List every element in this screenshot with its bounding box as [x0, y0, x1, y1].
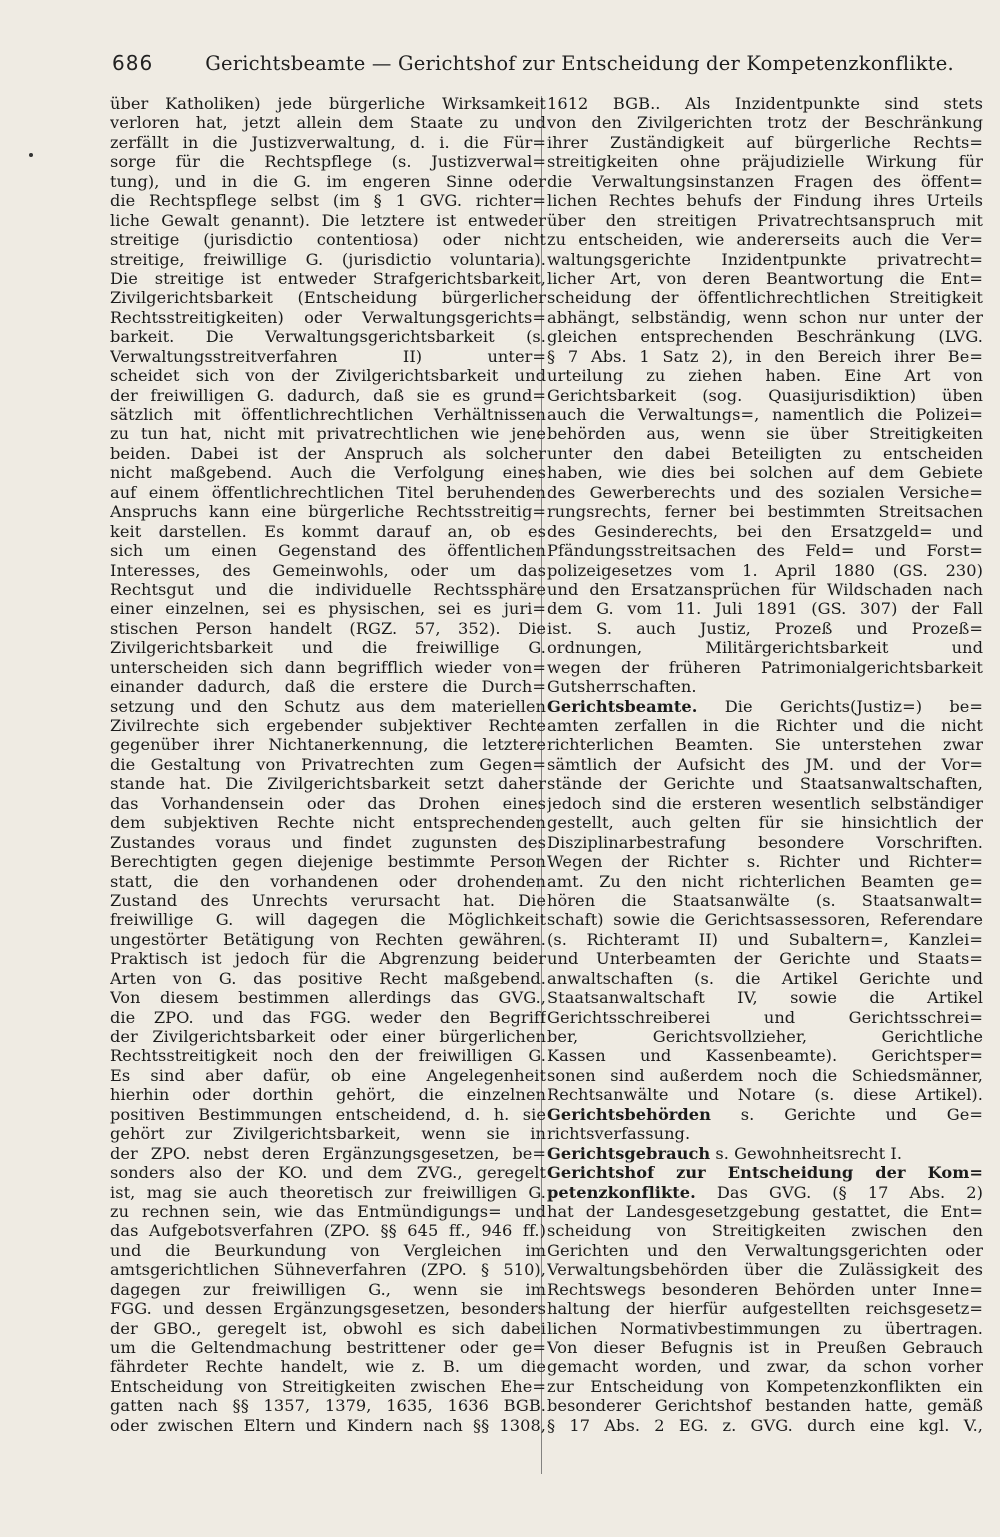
entry-headword: Gerichtshof zur Entscheidung der Kom=: [547, 1163, 983, 1183]
text-line: einander dadurch, daß die erstere die Durch=: [110, 677, 546, 697]
text-line: Rechtsgut und die individuelle Rechtssphäre: [110, 579, 546, 599]
text-line: zerfällt in die Justizverwaltung, d. i. die Für=: [110, 132, 546, 152]
text-line: sonen sind außerdem noch die Schiedsmänner,: [547, 1065, 983, 1085]
text-line: dagegen zur freiwilligen G., wenn sie im: [110, 1279, 546, 1299]
text-line: der ZPO. nebst deren Ergänzungsgesetzen, be=: [110, 1143, 546, 1163]
text-line: Praktisch ist jedoch für die Abgrenzung beider: [110, 949, 546, 969]
text-line: sich um einen Gegenstand des öffentlichen: [110, 541, 546, 561]
text-line: oder zwischen Eltern und Kindern nach §§ 1308,: [110, 1415, 546, 1435]
text-line: Gutsherrschaften.: [547, 677, 697, 697]
text-line: hat der Landesgesetzgebung gestattet, die Ent=: [547, 1201, 983, 1221]
text-line: einer einzelnen, sei es physischen, sei es juri=: [110, 599, 546, 619]
text-line: Kassen und Kassenbeamte). Gerichtsper=: [547, 1046, 983, 1066]
text-line: keit darstellen. Es kommt darauf an, ob es: [110, 521, 546, 541]
text-line: dem subjektiven Rechte nicht entsprechenden: [110, 813, 546, 833]
text-line: zu entscheiden, wie andererseits auch die Ver=: [547, 230, 983, 250]
text-line: scheidung von Streitigkeiten zwischen den: [547, 1221, 983, 1241]
text-line: (s. Richteramt II) und Subaltern=, Kanzlei=: [547, 929, 983, 949]
text-line: Gerichtsschreiberei und Gerichtsschrei=: [547, 1007, 983, 1027]
right-column: [547, 94, 983, 1435]
text-line: auch die Verwaltungs=, namentlich die Polizei=: [547, 405, 983, 424]
text-line: polizeigesetzes vom 1. April 1880 (GS. 230): [547, 560, 983, 580]
text-line: hören die Staatsanwälte (s. Staatsanwalt=: [547, 890, 983, 910]
text-line: ist, mag sie auch theoretisch zur freiwilligen G.: [110, 1182, 546, 1202]
text-line: licher Art, von deren Beantwortung die Ent=: [547, 268, 983, 288]
entry-headword: petenzkonflikte.: [547, 1182, 696, 1202]
text-line: positiven Bestimmungen entscheidend, d. h. sie: [110, 1104, 546, 1124]
text-line: anwaltschaften (s. die Artikel Gerichte und: [547, 968, 983, 988]
text-line: Verwaltungsstreitverfahren II) unter=: [110, 346, 546, 366]
entry-headword: Gerichtsbeamte.: [547, 696, 698, 716]
text-line: jedoch sind die ersteren wesentlich selbständiger: [547, 793, 983, 813]
text-line: Rechtsanwälte und Notare (s. diese Artikel).: [547, 1085, 983, 1105]
text-line: Gerichtsbeamte. Die Gerichts(Justiz=) be=: [547, 696, 983, 716]
text-line: der GBO., geregelt ist, obwohl es sich dabei: [110, 1318, 546, 1338]
text-line: auf einem öffentlichrechtlichen Titel beruhenden: [110, 482, 546, 502]
text-line: [547, 1163, 983, 1182]
text-line: § 7 Abs. 1 Satz 2), in den Bereich ihrer Be=: [547, 346, 983, 366]
text-line: von den Zivilgerichten trotz der Beschränkung: [547, 113, 983, 133]
text-line: des Gewerberechts und des sozialen Versiche=: [547, 482, 983, 502]
text-line: sämtlich der Aufsicht des JM. und der Vor=: [547, 754, 983, 774]
text-line: zu rechnen sein, wie das Entmündigungs= und: [110, 1201, 546, 1221]
page-number: 686: [112, 51, 154, 75]
text-line: hierhin oder dorthin gehört, die einzelnen: [110, 1085, 546, 1105]
text-line: des Gesinderechts, bei den Ersatzgeld= und: [547, 521, 983, 541]
text-line: Die streitige ist entweder Strafgerichtsbarkeit,: [110, 268, 546, 288]
text-line: abhängt, selbständig, wenn schon nur unter der: [547, 307, 983, 327]
text-line: 1612 BGB.. Als Inzidentpunkte sind stets: [547, 94, 983, 113]
text-line: Gerichtsgebrauch s. Gewohnheitsrecht I.: [547, 1143, 903, 1163]
text-line: richterlichen Beamten. Sie unterstehen zwar: [547, 735, 983, 755]
text-line: ihrer Zuständigkeit auf bürgerliche Rechts=: [547, 132, 983, 152]
text-line: Von dieser Befugnis ist in Preußen Gebrauch: [547, 1338, 983, 1357]
text-line: Es sind aber dafür, ob eine Angelegenheit: [110, 1065, 546, 1085]
text-line: schaft) sowie die Gerichtsassessoren, Referendare: [547, 910, 983, 930]
text-line: streitigkeiten ohne präjudizielle Wirkung für: [547, 152, 983, 172]
text-line: Rechtswegs besonderen Behörden unter Inne=: [547, 1279, 983, 1299]
text-line: ordnungen, Militärgerichtsbarkeit und: [547, 638, 983, 658]
left-column: [110, 94, 546, 1435]
text-line: setzung und den Schutz aus dem materiellen: [110, 696, 546, 716]
text-line: tung), und in die G. im engeren Sinne oder: [110, 171, 546, 191]
text-line: haben, wie dies bei solchen auf dem Gebiete: [547, 463, 983, 483]
text-line: statt, die den vorhandenen oder drohenden: [110, 871, 546, 891]
text-line: § 17 Abs. 2 EG. z. GVG. durch eine kgl. V.,: [547, 1415, 983, 1435]
text-line: Gerichtsbarkeit (sog. Quasijurisdiktion) üben: [547, 385, 983, 405]
ink-speck: [29, 153, 33, 157]
text-line: Anspruchs kann eine bürgerliche Rechtsstreitig=: [110, 502, 546, 522]
text-line: und den Ersatzansprüchen für Wildschaden nach: [547, 579, 983, 599]
text-line: lichen Normativbestimmungen zu übertragen.: [547, 1318, 983, 1338]
text-line: gemacht worden, und zwar, da schon vorher: [547, 1357, 983, 1377]
text-line: und die Beurkundung von Vergleichen im: [110, 1240, 546, 1260]
text-line: Gerichtsbehörden s. Gerichte und Ge=: [547, 1104, 983, 1124]
text-line: stande hat. Die Zivilgerichtsbarkeit setzt daher: [110, 774, 546, 794]
text-line: scheidung der öffentlichrechtlichen Streitigkeit: [547, 288, 983, 308]
text-line: das Aufgebotsverfahren (ZPO. §§ 645 ff., 946 ff.): [110, 1221, 546, 1241]
text-line: gegenüber ihrer Nichtanerkennung, die letztere: [110, 735, 546, 755]
text-line: die Verwaltungsinstanzen Fragen des öffent=: [547, 171, 983, 191]
text-line: Pfändungsstreitsachen des Feld= und Forst=: [547, 541, 983, 561]
text-line: streitige (jurisdictio contentiosa) oder nicht: [110, 230, 546, 250]
text-line: Zivilrechte sich ergebender subjektiver Rechte: [110, 716, 546, 735]
text-line: Staatsanwaltschaft IV, sowie die Artikel: [547, 988, 983, 1008]
text-line: sonders also der KO. und dem ZVG., geregelt: [110, 1163, 546, 1183]
text-line: fährdeter Rechte handelt, wie z. B. um die: [110, 1357, 546, 1377]
text-line: behörden aus, wenn sie über Streitigkeiten: [547, 424, 983, 444]
text-line: Rechtsstreitigkeiten) oder Verwaltungsgerichts=: [110, 307, 546, 327]
text-line: die Gestaltung von Privatrechten zum Gegen=: [110, 754, 546, 774]
text-line: Von diesem bestimmen allerdings das GVG.,: [110, 988, 546, 1008]
text-line: gestellt, auch gelten für sie hinsichtlich der: [547, 813, 983, 833]
text-line: richtsverfassung.: [547, 1124, 691, 1144]
text-line: zur Entscheidung von Kompetenzkonflikten ein: [547, 1376, 983, 1396]
text-line: Disziplinarbestrafung besondere Vorschriften.: [547, 832, 983, 852]
text-line: zu tun hat, nicht mit privatrechtlichen wie jene: [110, 424, 546, 444]
text-line: FGG. und dessen Ergänzungsgesetzen, besonders: [110, 1299, 546, 1319]
text-line: Rechtsstreitigkeit noch den der freiwilligen G.: [110, 1046, 546, 1066]
entry-headword: Gerichtsgebrauch: [547, 1143, 711, 1163]
text-line: Arten von G. das positive Recht maßgebend.: [110, 968, 546, 988]
text-line: ber, Gerichtsvollzieher, Gerichtliche: [547, 1027, 983, 1046]
text-line: die ZPO. und das FGG. weder den Begriff: [110, 1007, 546, 1027]
text-line: haltung der hierfür aufgestellten reichsgesetz=: [547, 1299, 983, 1319]
text-line: um die Geltendmachung bestrittener oder ge=: [110, 1338, 546, 1357]
page-header: [112, 48, 972, 78]
text-line: gehört zur Zivilgerichtsbarkeit, wenn sie in: [110, 1124, 546, 1144]
entry-headword: Gerichtsbehörden: [547, 1104, 711, 1124]
text-line: wegen der früheren Patrimonialgerichtsbarkeit: [547, 657, 983, 677]
text-line: Wegen der Richter s. Richter und Richter=: [547, 852, 983, 872]
text-line: Interesses, des Gemeinwohls, oder um das: [110, 560, 546, 580]
text-line: rungsrechts, ferner bei bestimmten Streitsachen: [547, 502, 983, 522]
text-line: barkeit. Die Verwaltungsgerichtsbarkeit (s.: [110, 327, 546, 347]
text-line: gleichen entsprechenden Beschränkung (LVG.: [547, 327, 983, 347]
text-line: lichen Rechtes behufs der Findung ihres Urteils: [547, 191, 983, 211]
text-line: dem G. vom 11. Juli 1891 (GS. 307) der Fall: [547, 599, 983, 619]
text-line: Verwaltungsbehörden über die Zulässigkeit des: [547, 1260, 983, 1280]
text-line: gatten nach §§ 1357, 1379, 1635, 1636 BGB.: [110, 1396, 546, 1416]
text-line: über Katholiken) jede bürgerliche Wirksamkeit: [110, 94, 546, 113]
text-line: Entscheidung von Streitigkeiten zwischen Ehe=: [110, 1376, 546, 1396]
text-line: die Rechtspflege selbst (im § 1 GVG. richter=: [110, 191, 546, 211]
text-line: unter den dabei Beteiligten zu entscheiden: [547, 443, 983, 463]
text-line: streitige, freiwillige G. (jurisdictio voluntaria).: [110, 249, 546, 269]
text-line: stände der Gerichte und Staatsanwaltschaften,: [547, 774, 983, 794]
text-line: freiwillige G. will dagegen die Möglichkeit: [110, 910, 546, 930]
text-line: sorge für die Rechtspflege (s. Justizverwal=: [110, 152, 546, 172]
text-line: Zivilgerichtsbarkeit und die freiwillige G.: [110, 638, 546, 658]
text-line: der freiwilligen G. dadurch, daß sie es grund=: [110, 385, 546, 405]
text-line: sätzlich mit öffentlichrechtlichen Verhältnissen: [110, 405, 546, 424]
text-line: besonderer Gerichtshof bestanden hatte, gemäß: [547, 1396, 983, 1416]
text-line: stischen Person handelt (RGZ. 57, 352). Die: [110, 618, 546, 638]
text-line: und Unterbeamten der Gerichte und Staats=: [547, 949, 983, 969]
text-line: petenzkonflikte. Das GVG. (§ 17 Abs. 2): [547, 1182, 983, 1202]
running-title: Gerichtsbeamte — Gerichtshof zur Entscheidung der Kompetenzkonflikte.: [205, 51, 954, 75]
text-line: Berechtigten gegen diejenige bestimmte Person: [110, 852, 546, 872]
text-line: nicht maßgebend. Auch die Verfolgung eines: [110, 463, 546, 483]
text-line: liche Gewalt genannt). Die letztere ist entweder: [110, 210, 546, 230]
text-line: Gerichten und den Verwaltungsgerichten oder: [547, 1240, 983, 1260]
text-line: amt. Zu den nicht richterlichen Beamten ge=: [547, 871, 983, 891]
text-line: urteilung zu ziehen haben. Eine Art von: [547, 366, 983, 386]
text-line: ist. S. auch Justiz, Prozeß und Prozeß=: [547, 618, 983, 638]
text-line: unterscheiden sich dann begrifflich wieder von=: [110, 657, 546, 677]
text-line: beiden. Dabei ist der Anspruch als solcher: [110, 443, 546, 463]
text-line: scheidet sich von der Zivilgerichtsbarkeit und: [110, 366, 546, 386]
text-line: über den streitigen Privatrechtsanspruch mit: [547, 210, 983, 230]
text-line: das Vorhandensein oder das Drohen eines: [110, 793, 546, 813]
text-line: der Zivilgerichtsbarkeit oder einer bürgerlichen: [110, 1027, 546, 1046]
text-line: waltungsgerichte Inzidentpunkte privatrecht=: [547, 249, 983, 269]
text-line: verloren hat, jetzt allein dem Staate zu und: [110, 113, 546, 133]
text-line: Zustandes voraus und findet zugunsten des: [110, 832, 546, 852]
text-line: amtsgerichtlichen Sühneverfahren (ZPO. § 510),: [110, 1260, 546, 1280]
text-line: amten zerfallen in die Richter und die nicht: [547, 716, 983, 735]
text-line: Zivilgerichtsbarkeit (Entscheidung bürgerlicher: [110, 288, 546, 308]
text-line: Zustand des Unrechts verursacht hat. Die: [110, 890, 546, 910]
text-line: ungestörter Betätigung von Rechten gewähren.: [110, 929, 546, 949]
